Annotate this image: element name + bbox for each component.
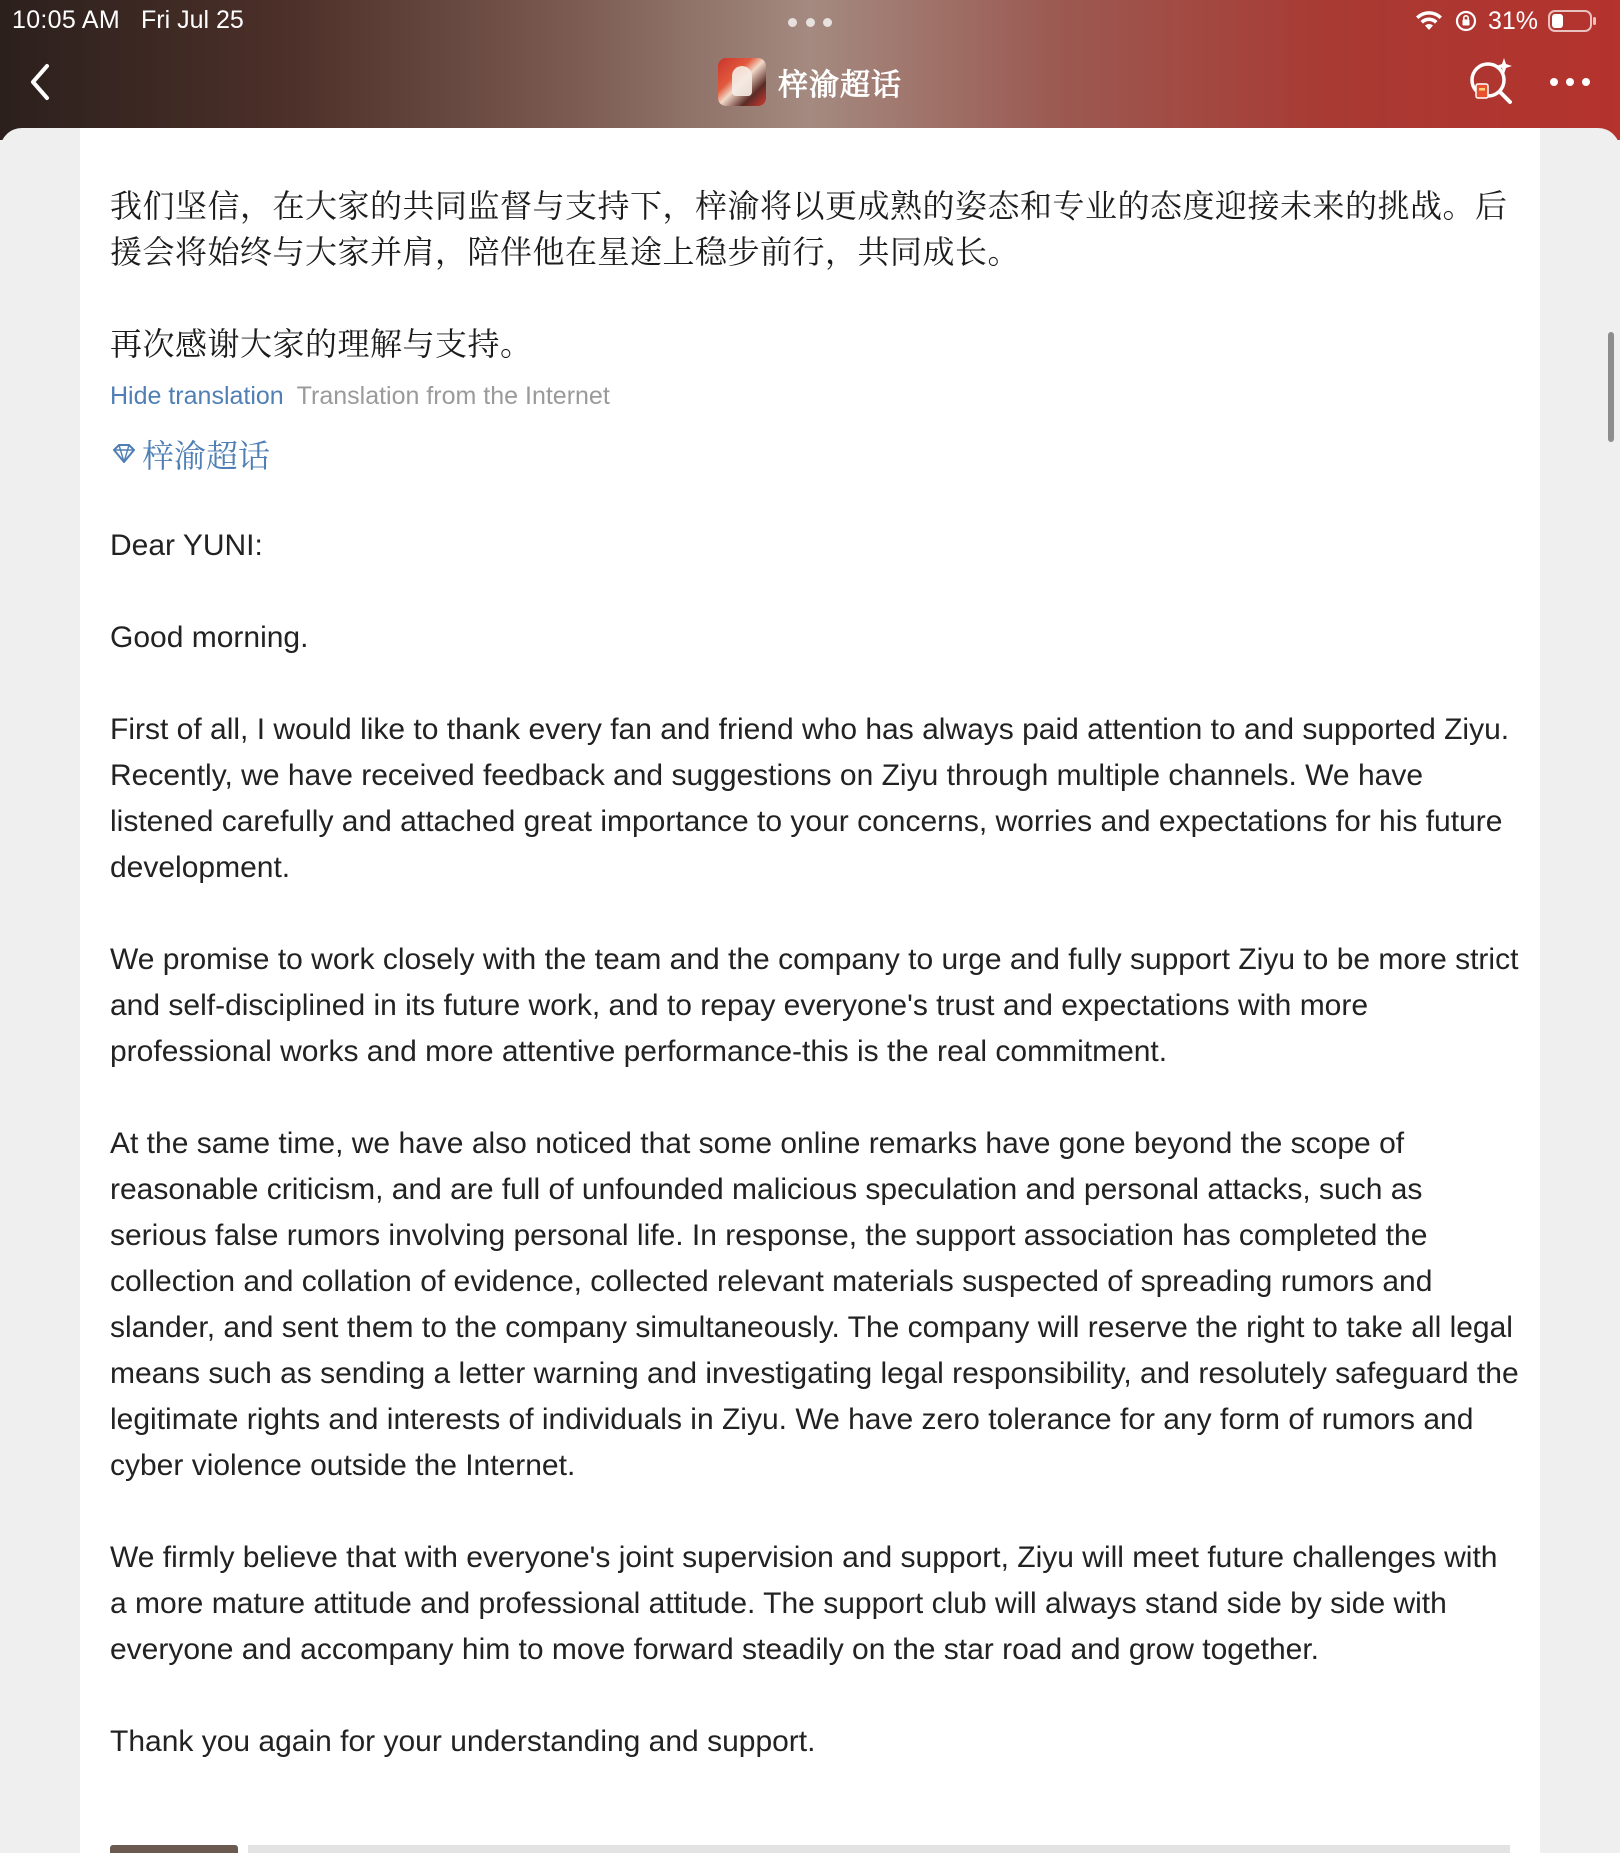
wifi-icon — [1414, 10, 1444, 32]
body-paragraph: First of all, I would like to thank every fan and friend who has always paid attention to and supported Ziyu. Recently, we have received feedback and suggestions on Ziyu through multiple channels. We have listened carefully and attached great importance to your concerns, worries and expectations for his future development. — [110, 713, 1510, 884]
post-body — [110, 183, 1520, 1765]
content-sheet — [0, 128, 1620, 1853]
status-time: 10:05 AM — [12, 6, 121, 34]
status-date: Fri Jul 25 — [141, 6, 244, 34]
hide-translation-link[interactable]: Hide translation — [110, 382, 284, 410]
status-indicators — [1414, 6, 1598, 36]
chinese-paragraph: 再次感谢大家的理解与支持。 — [110, 326, 533, 362]
scrollbar[interactable] — [1608, 332, 1614, 442]
chinese-paragraph: 我们坚信，在大家的共同监督与支持下，梓渝将以更成熟的姿态和专业的态度迎接未来的挑战。后援会将始终与大家并肩，陪伴他在星途上稳步前行，共同成长。 — [110, 188, 1508, 270]
translation-meta — [110, 379, 1520, 413]
ai-search-icon — [1464, 54, 1520, 110]
salutation: Dear YUNI: — [110, 529, 263, 562]
body-paragraph: We promise to work closely with the team and the company to urge and fully support Ziyu to be more strict and self-disciplined in its future work, and to repay everyone's trust and expectations with more professional works and more attentive performance-this is the real commitment. — [110, 943, 1519, 1068]
more-icon — [1550, 78, 1558, 86]
body-paragraph: At the same time, we have also noticed that some online remarks have gone beyond the scope of reasonable criticism, and are full of unfounded malicious speculation and personal attacks, such as serious false rumors involving personal life. In response, the support association has completed the collection and collation of evidence, collected relevant materials suspected of spreading rumors and slander, and sent them to the company simultaneously. The company will reserve the right to take all legal means such as sending a letter warning and investigating legal responsibility, and resolutely safeguard the legitimate rights and interests of individuals in Ziyu. We have zero tolerance for any form of rumors and cyber violence outside the Internet. — [110, 1127, 1519, 1482]
super-topic-tag[interactable] — [110, 431, 1520, 477]
translation-source-label: Translation from the Internet — [296, 382, 610, 410]
status-bar — [0, 0, 1620, 40]
page-title: 梓渝超话 — [778, 69, 902, 102]
greeting: Good morning. — [110, 621, 309, 654]
battery-percentage: 31% — [1487, 6, 1538, 35]
more-button[interactable] — [1540, 58, 1600, 106]
post-card — [80, 128, 1540, 1853]
diamond-icon — [110, 442, 138, 466]
image-thumbnail[interactable] — [110, 1845, 238, 1853]
closing-paragraph: Thank you again for your understanding and support. — [110, 1725, 816, 1758]
avatar — [718, 58, 766, 106]
back-button[interactable] — [14, 56, 66, 108]
super-topic-tag-label: 梓渝超话 — [142, 438, 271, 474]
ai-search-button[interactable] — [1464, 54, 1520, 110]
image-preview-strip[interactable] — [110, 1845, 1510, 1853]
app-header — [0, 0, 1620, 140]
rotation-lock-icon — [1454, 9, 1478, 33]
chevron-left-icon — [25, 62, 55, 102]
body-paragraph: We firmly believe that with everyone's joint supervision and support, Ziyu will meet future challenges with a more mature attitude and professional attitude. The support club will always stand side by side with everyone and accompany him to move forward steadily on the star road and grow together. — [110, 1541, 1498, 1666]
super-topic-title[interactable] — [718, 58, 902, 106]
divider — [248, 1845, 1510, 1853]
battery-icon — [1548, 9, 1598, 33]
multitasking-dots-icon[interactable] — [788, 18, 832, 30]
